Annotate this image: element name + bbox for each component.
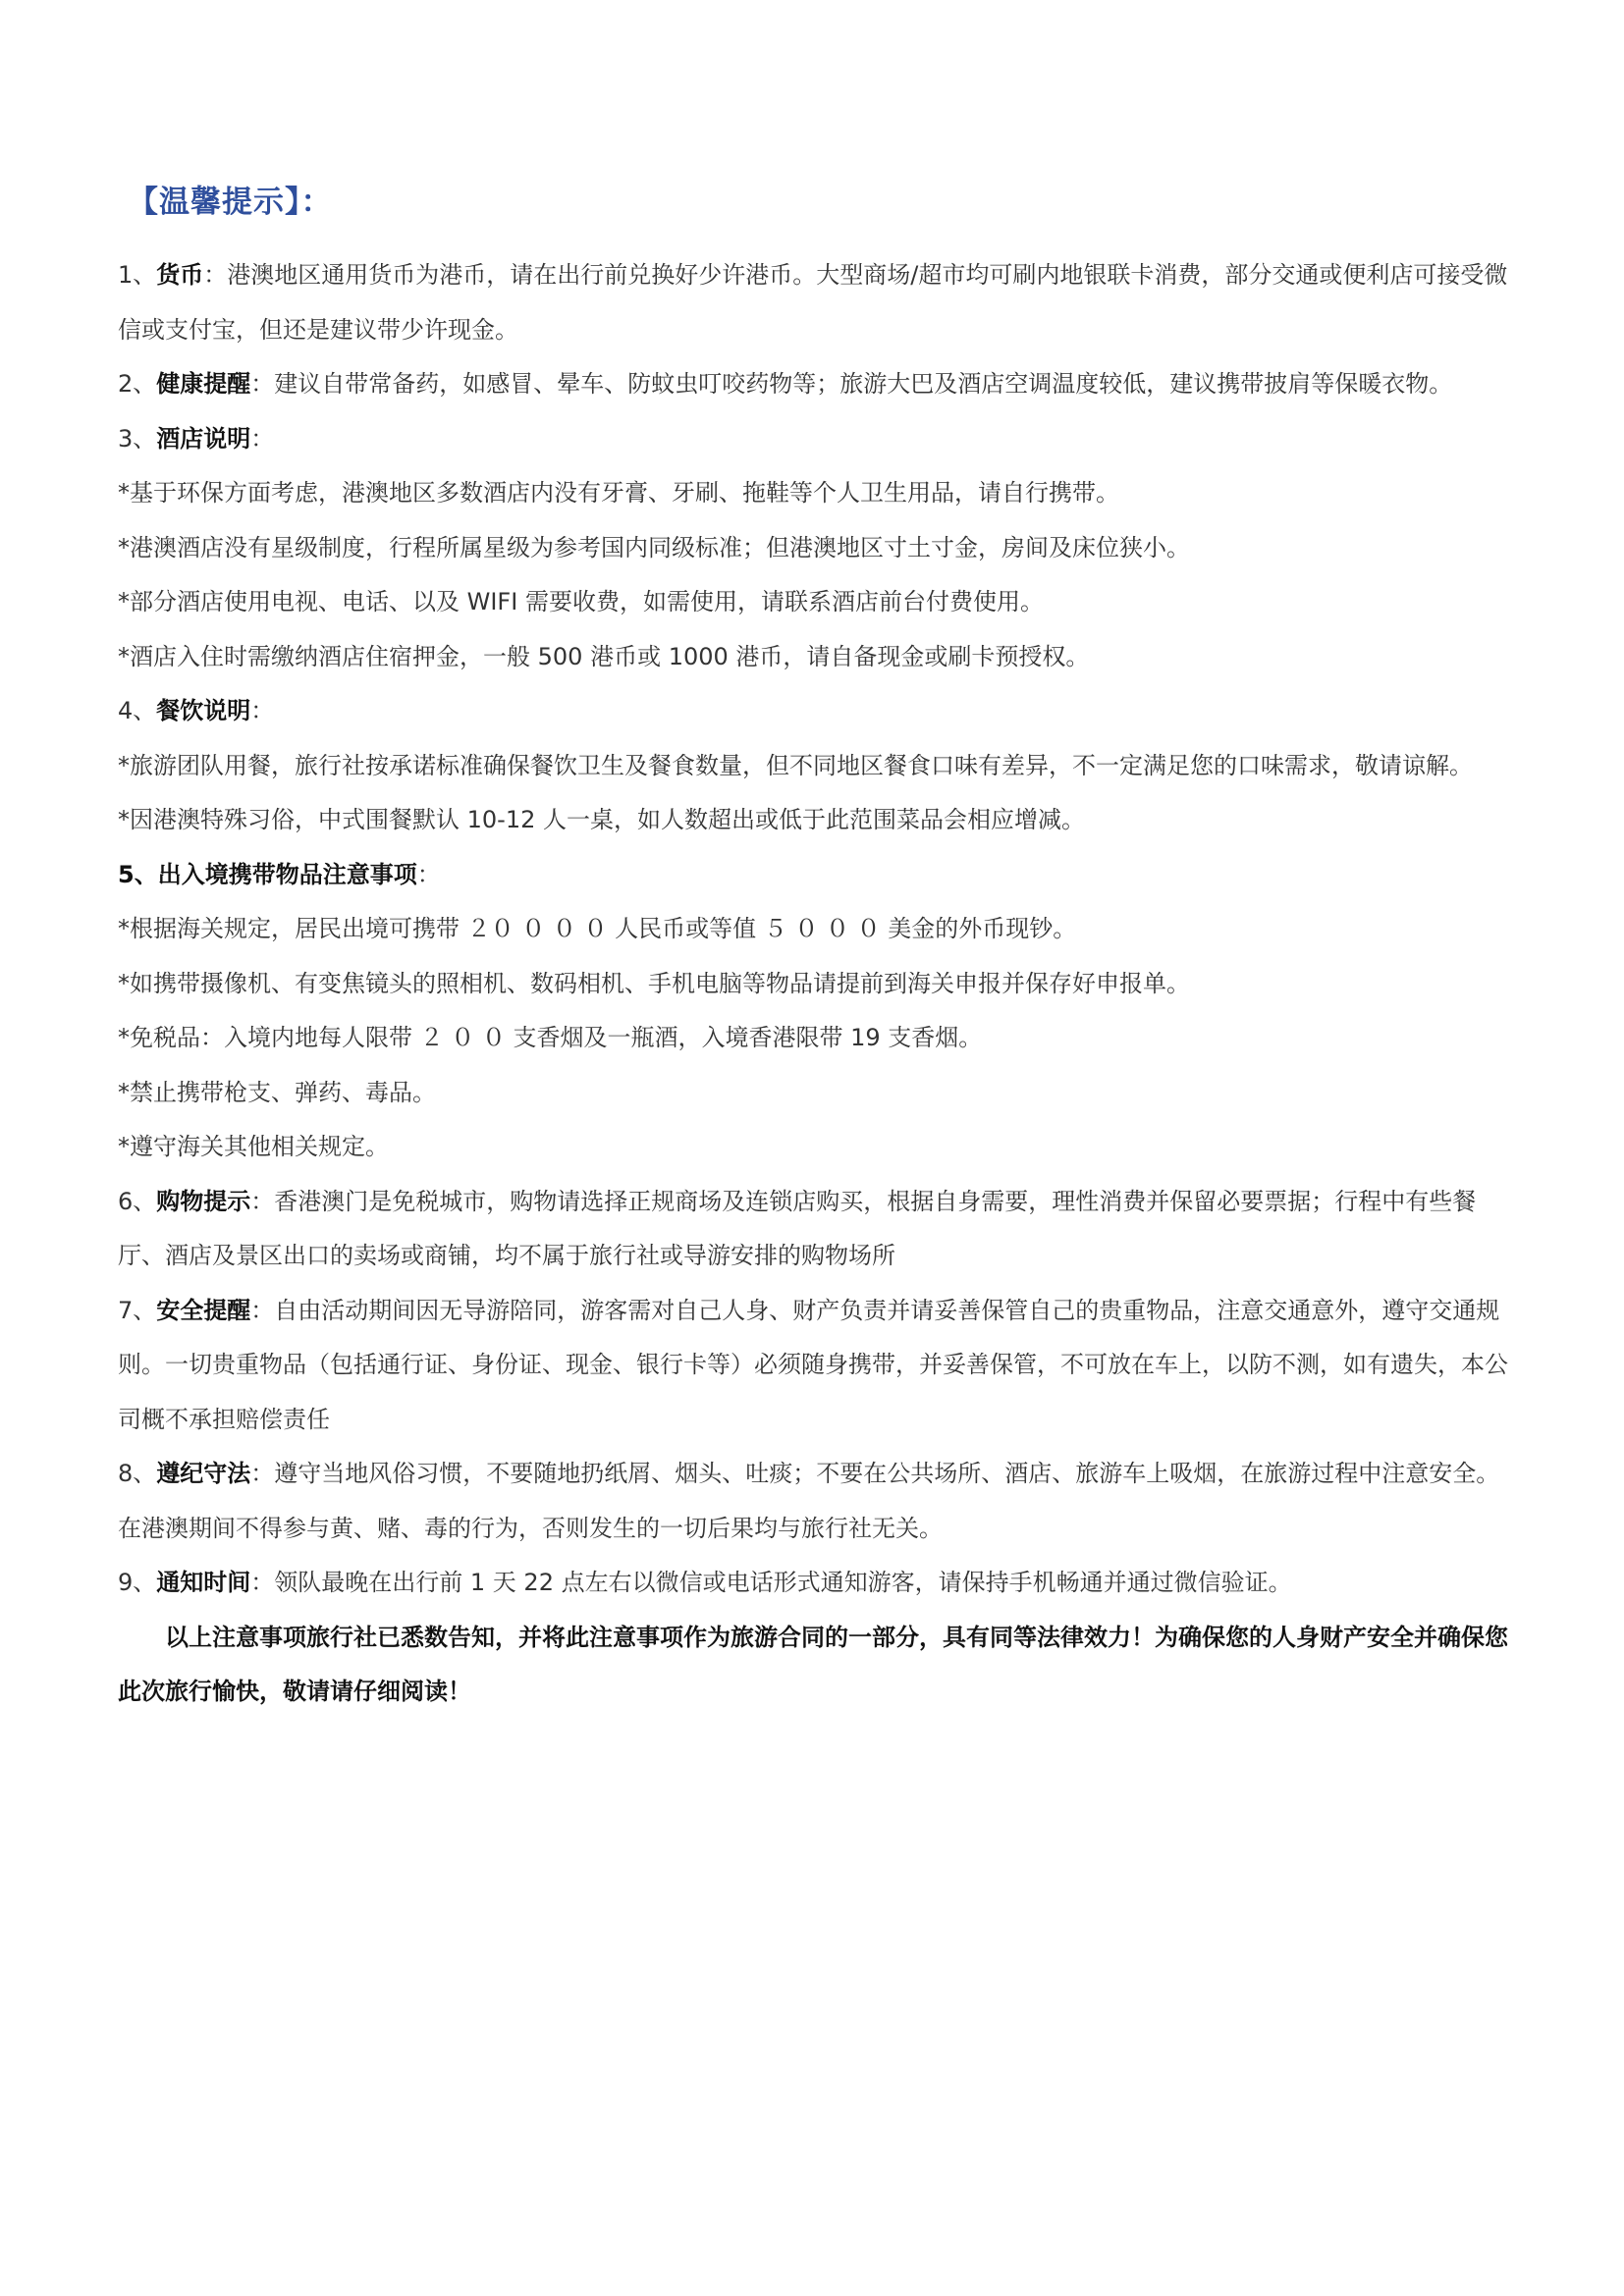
item-safety: 7、安全提醒：自由活动期间因无导游陪同，游客需对自己人身、财产负责并请妥善保管自己的贵重物品，注意交通意外，遵守交通规则。一切贵重物品（包括通行证、身份证、现金、银行卡等）必须随身携带，并妥善保管，不可放在车上，以防不测，如有遗失，本公司概不承担赔偿责任 — [118, 1296, 1508, 1433]
closing-statement: 以上注意事项旅行社已悉数告知，并将此注意事项作为旅游合同的一部分，具有同等法律效力！为确保您的人身财产安全并确保您此次旅行愉快，敬请请仔细阅读！ — [118, 1623, 1508, 1705]
item-dining: 4、餐饮说明： — [118, 697, 275, 724]
hotel-note: *酒店入住时需缴纳酒店住宿押金，一般 500 港币或 1000 港币，请自备现金或刷卡预授权。 — [118, 642, 1090, 670]
item-number: 7、 — [118, 1296, 157, 1324]
item-text: 领队最晚在出行前 1 天 22 点左右以微信或电话形式通知游客，请保持手机畅通并通过微信验证。 — [274, 1569, 1292, 1596]
item-text: 香港澳门是免税城市，购物请选择正规商场及连锁店购买，根据自身需要，理性消费并保留必要票据；行程中有些餐厅、酒店及景区出口的卖场或商铺，均不属于旅行社或导游安排的购物场所 — [118, 1187, 1477, 1269]
item-label: 餐饮说明 — [156, 697, 251, 724]
item-text: 港澳地区通用货币为港币，请在出行前兑换好少许港币。大型商场/超市均可刷内地银联卡消费，部分交通或便利店可接受微信或支付宝，但还是建议带少许现金。 — [118, 261, 1508, 344]
item-number: 2、 — [118, 370, 157, 398]
item-label: 购物提示 — [156, 1187, 251, 1215]
item-number: 3、 — [118, 424, 157, 453]
item-notice: 9、通知时间：领队最晚在出行前 1 天 22 点左右以微信或电话形式通知游客，请保持手机畅通并通过微信验证。 — [118, 1569, 1292, 1596]
item-label: 安全提醒 — [156, 1296, 251, 1324]
page-title: 【温馨提示】： — [128, 185, 333, 220]
hotel-note: *部分酒店使用电视、电话、以及 WIFI 需要收费，如需使用，请联系酒店前台付费使用。 — [118, 588, 1044, 615]
document-page — [118, 177, 1522, 1720]
item-law: 8、遵纪守法：遵守当地风俗习惯，不要随地扔纸屑、烟头、吐痰；不要在公共场所、酒店、旅游车上吸烟，在旅游过程中注意安全。在港澳期间不得参与黄、赌、毒的行为，否则发生的一切后果均与旅行社无关。 — [118, 1460, 1500, 1542]
item-health: 2、健康提醒：建议自带常备药，如感冒、晕车、防蚊虫叮咬药物等；旅游大巴及酒店空调温度较低，建议携带披肩等保暖衣物。 — [118, 370, 1453, 398]
item-currency: 1、货币：港澳地区通用货币为港币，请在出行前兑换好少许港币。大型商场/超市均可刷内地银联卡消费，部分交通或便利店可接受微信或支付宝，但还是建议带少许现金。 — [118, 261, 1508, 344]
item-text: 自由活动期间因无导游陪同，游客需对自己人身、财产负责并请妥善保管自己的贵重物品，注意交通意外，遵守交通规则。一切贵重物品（包括通行证、身份证、现金、银行卡等）必须随身携带，并妥善保管，不可放在车上，以防不测，如有遗失，本公司概不承担赔偿责任 — [118, 1296, 1508, 1433]
customs-note: *根据海关规定，居民出境可携带 ２０ ０ ０ ０ 人民币或等值 ５ ０ ０ ０ 美金的外币现钞。 — [118, 915, 1077, 942]
hotel-note: *基于环保方面考虑，港澳地区多数酒店内没有牙膏、牙刷、拖鞋等个人卫生用品，请自行携带。 — [118, 479, 1119, 507]
item-number: 1、 — [118, 261, 157, 289]
item-text: 遵守当地风俗习惯，不要随地扔纸屑、烟头、吐痰；不要在公共场所、酒店、旅游车上吸烟，在旅游过程中注意安全。在港澳期间不得参与黄、赌、毒的行为，否则发生的一切后果均与旅行社无关。 — [118, 1460, 1500, 1542]
item-label: 健康提醒 — [156, 370, 251, 398]
customs-note: *遵守海关其他相关规定。 — [118, 1133, 389, 1160]
item-label: 通知时间 — [156, 1569, 251, 1596]
dining-note: *因港澳特殊习俗，中式围餐默认 10-12 人一桌，如人数超出或低于此范围菜品会相应增减。 — [118, 806, 1085, 833]
customs-note: *如携带摄像机、有变焦镜头的照相机、数码相机、手机电脑等物品请提前到海关申报并保存好申报单。 — [118, 969, 1190, 997]
item-number: 8、 — [118, 1460, 157, 1487]
item-text: 建议自带常备药，如感冒、晕车、防蚊虫叮咬药物等；旅游大巴及酒店空调温度较低，建议携带披肩等保暖衣物。 — [274, 370, 1453, 398]
item-hotel: 3、酒店说明： — [118, 424, 275, 453]
item-number: 6、 — [118, 1187, 157, 1215]
item-customs: 5、出入境携带物品注意事项： — [118, 860, 441, 888]
hotel-note: *港澳酒店没有星级制度，行程所属星级为参考国内同级标准；但港澳地区寸土寸金，房间及床位狭小。 — [118, 533, 1190, 561]
item-number: 4、 — [118, 697, 157, 724]
item-label: 遵纪守法 — [156, 1460, 251, 1487]
customs-note: *禁止携带枪支、弹药、毒品。 — [118, 1078, 436, 1106]
customs-note: *免税品：入境内地每人限带 ２ ０ ０ 支香烟及一瓶酒，入境香港限带 19 支香烟。 — [118, 1024, 983, 1051]
dining-note: *旅游团队用餐，旅行社按承诺标准确保餐饮卫生及餐食数量，但不同地区餐食口味有差异，不一定满足您的口味需求，敬请谅解。 — [118, 751, 1473, 779]
item-label: 货币 — [156, 261, 204, 289]
item-label: 5、出入境携带物品注意事项 — [118, 860, 417, 888]
item-label: 酒店说明 — [156, 424, 251, 453]
item-number: 9、 — [118, 1569, 157, 1596]
item-shopping: 6、购物提示：香港澳门是免税城市，购物请选择正规商场及连锁店购买，根据自身需要，理性消费并保留必要票据；行程中有些餐厅、酒店及景区出口的卖场或商铺，均不属于旅行社或导游安排的购物场所 — [118, 1187, 1477, 1269]
